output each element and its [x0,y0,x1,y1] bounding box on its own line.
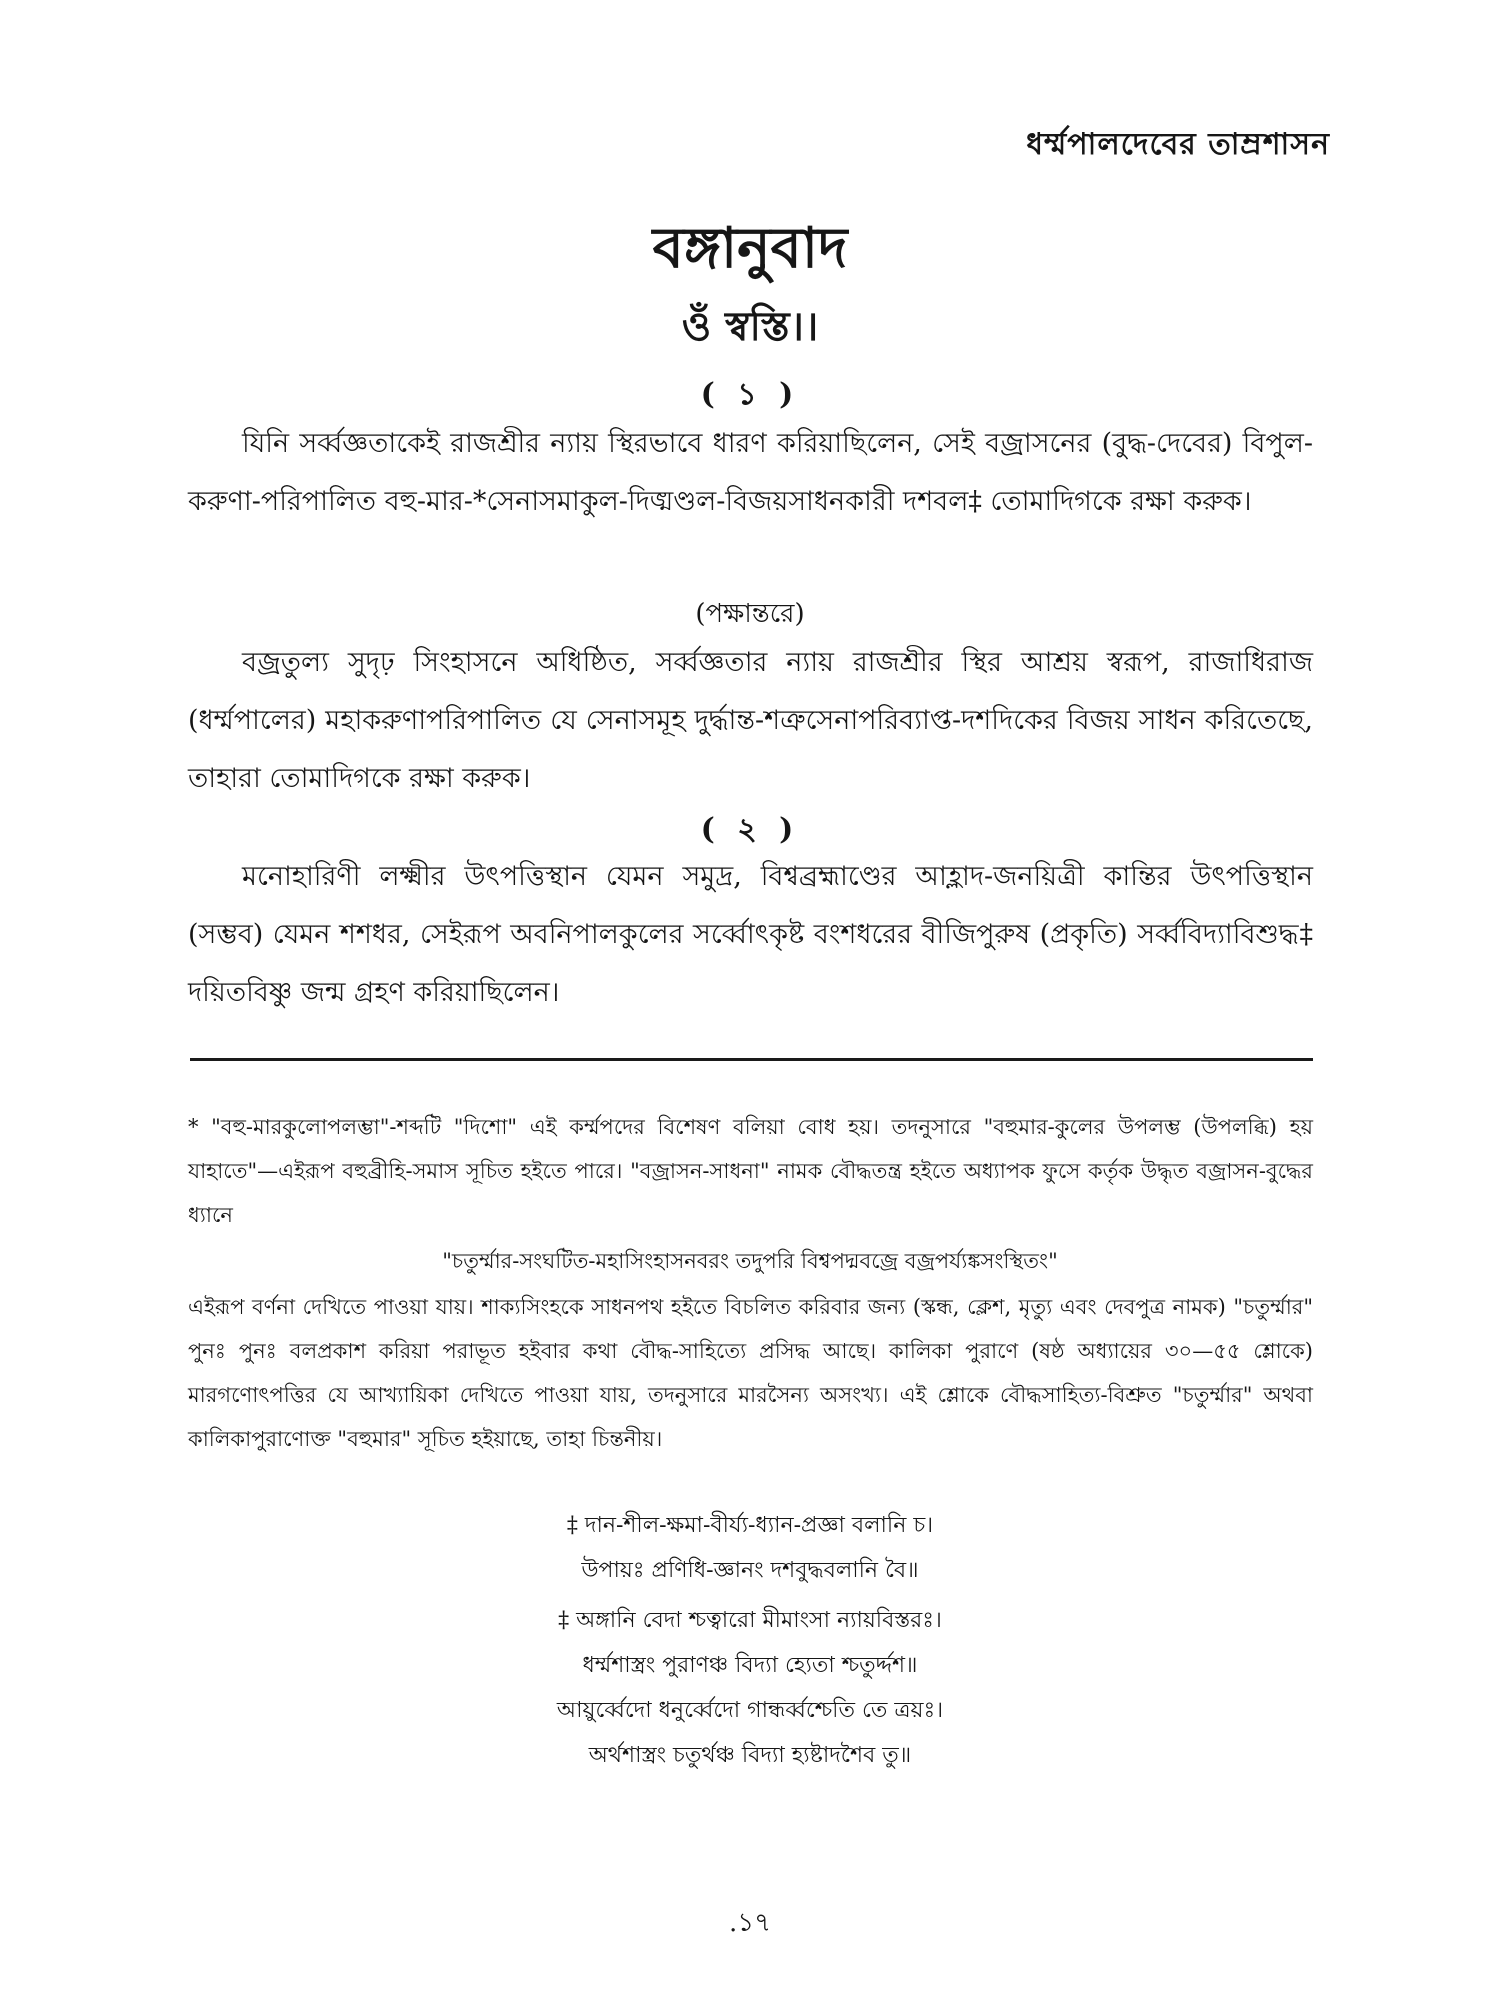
page-number: .১৭ [728,1908,772,1938]
verse-1-alternate-text: বজ্রতুল্য সুদৃঢ় সিংহাসনে অধিষ্ঠিত, সর্ব্বজ্ঞতার ন্যায় রাজশ্রীর স্থির আশ্রয় স্বরূপ, রাজাধিরাজ (ধর্ম্মপালের) মহাকরুণাপরিপালিত যে সেনাসমূহ দুর্দ্ধান্ত-শত্রুসেনাপরিব্যাপ্ত-দশদিকের বিজয় সাধন করিতেছে, তাহারা তোমাদিগকে রক্ষা করুক। [188,647,1313,794]
sloka-1-line-2: উপায়ঃ প্রণিধি-জ্ঞানং দশবুদ্ধবলানি বৈ॥ [581,1558,919,1583]
page-title: বঙ্গানুবাদ [652,215,848,281]
sloka-1-line-1: ‡ দান-শীল-ক্ষমা-বীর্য্য-ধ্যান-প্রজ্ঞা বলানি চ। [566,1513,934,1538]
sloka-2-line-4: অর্থশাস্ত্রং চতুর্থঞ্চ বিদ্যা হ্যষ্টাদশৈব তু॥ [588,1743,912,1768]
footnote-quote: "চতুর্ম্মার-সংঘটিত-মহাসিংহাসনবরং তদুপরি বিশ্বপদ্মবজ্রে বজ্রপর্য্যঙ্কসংস্থিতং" [442,1249,1058,1273]
footnote-paragraph-2: এইরূপ বর্ণনা দেখিতে পাওয়া যায়। শাক্যসিংহকে সাধনপথ হইতে বিচলিত করিবার জন্য (স্কন্ধ, ক্লেশ, মৃত্যু এবং দেবপুত্র নামক) "চতুর্ম্মার" পুনঃ পুনঃ বলপ্রকাশ করিয়া পরাভূত হইবার কথা বৌদ্ধ-সাহিত্যে প্রসিদ্ধ আছে। কালিকা পুরাণে (ষষ্ঠ অধ্যায়ের ৩০—৫৫ শ্লোকে) মারগণোৎপত্তির যে আখ্যায়িকা দেখিতে পাওয়া যায়, তদনুসারে মারসৈন্য অসংখ্য। এই শ্লোকে বৌদ্ধসাহিত্য-বিশ্রুত "চতুর্ম্মার" অথবা কালিকাপুরাণোক্ত "বহুমার" সূচিত হইয়াছে, তাহা চিন্তনীয়। [188,1295,1313,1451]
alternate-reading-heading: (পক্ষান্তরে) [695,599,805,629]
sloka-2-line-2: ধর্ম্মশাস্ত্রং পুরাণঞ্চ বিদ্যা হ্যেতা শ্চতুর্দ্দশ॥ [582,1653,918,1678]
sloka-2-line-1: ‡ অঙ্গানি বেদা শ্চত্বারো মীমাংসা ন্যায়বিস্তরঃ। [558,1608,942,1633]
verse-number-2: ( ২ ) [700,812,800,847]
footnote-separator [190,1058,1313,1061]
footnote-paragraph-1: * "বহু-মারকুলোপলম্ভা"-শব্দটি "দিশো" এই কর্ম্মপদের বিশেষণ বলিয়া বোধ হয়। তদনুসারে "বহুমার-কুলের উপলম্ভ (উপলব্ধি) হয় যাহাতে"—এইরূপ বহুব্রীহি-সমাস সূচিত হইতে পারে। "বজ্রাসন-সাধনা" নামক বৌদ্ধতন্ত্র হইতে অধ্যাপক ফুসে কর্তৃক উদ্ধৃত বজ্রাসন-বুদ্ধের ধ্যানে [188,1115,1313,1227]
invocation: ওঁ স্বস্তি।। [681,303,819,350]
sloka-2-line-3: আয়ুর্ব্বেদো ধনুর্ব্বেদো গান্ধর্ব্বশ্চেতি তে ত্রয়ঃ। [556,1698,944,1723]
verse-1-text: যিনি সর্ব্বজ্ঞতাকেই রাজশ্রীর ন্যায় স্থিরভাবে ধারণ করিয়াছিলেন, সেই বজ্রাসনের (বুদ্ধ-দেবের) বিপুল-করুণা-পরিপালিত বহু-মার-*সেনাসমাকুল-দিঙ্মণ্ডল-বিজয়সাধনকারী দশবল‡ তোমাদিগকে রক্ষা করুক। [188,428,1313,517]
verse-number-1: ( ১ ) [700,377,800,412]
verse-2-text: মনোহারিণী লক্ষ্মীর উৎপত্তিস্থান যেমন সমুদ্র, বিশ্বব্রহ্মাণ্ডের আহ্লাদ-জনয়িত্রী কান্তির উৎপত্তিস্থান (সম্ভব) যেমন শশধর, সেইরূপ অবনিপালকুলের সর্ব্বোৎকৃষ্ট বংশধরের বীজিপুরুষ (প্রকৃতি) সর্ব্ববিদ্যাবিশুদ্ধ‡ দয়িতবিষ্ণু জন্ম গ্রহণ করিয়াছিলেন। [188,861,1313,1008]
running-header: ধর্ম্মপালদেবের তাম্রশাসন [1026,127,1330,162]
